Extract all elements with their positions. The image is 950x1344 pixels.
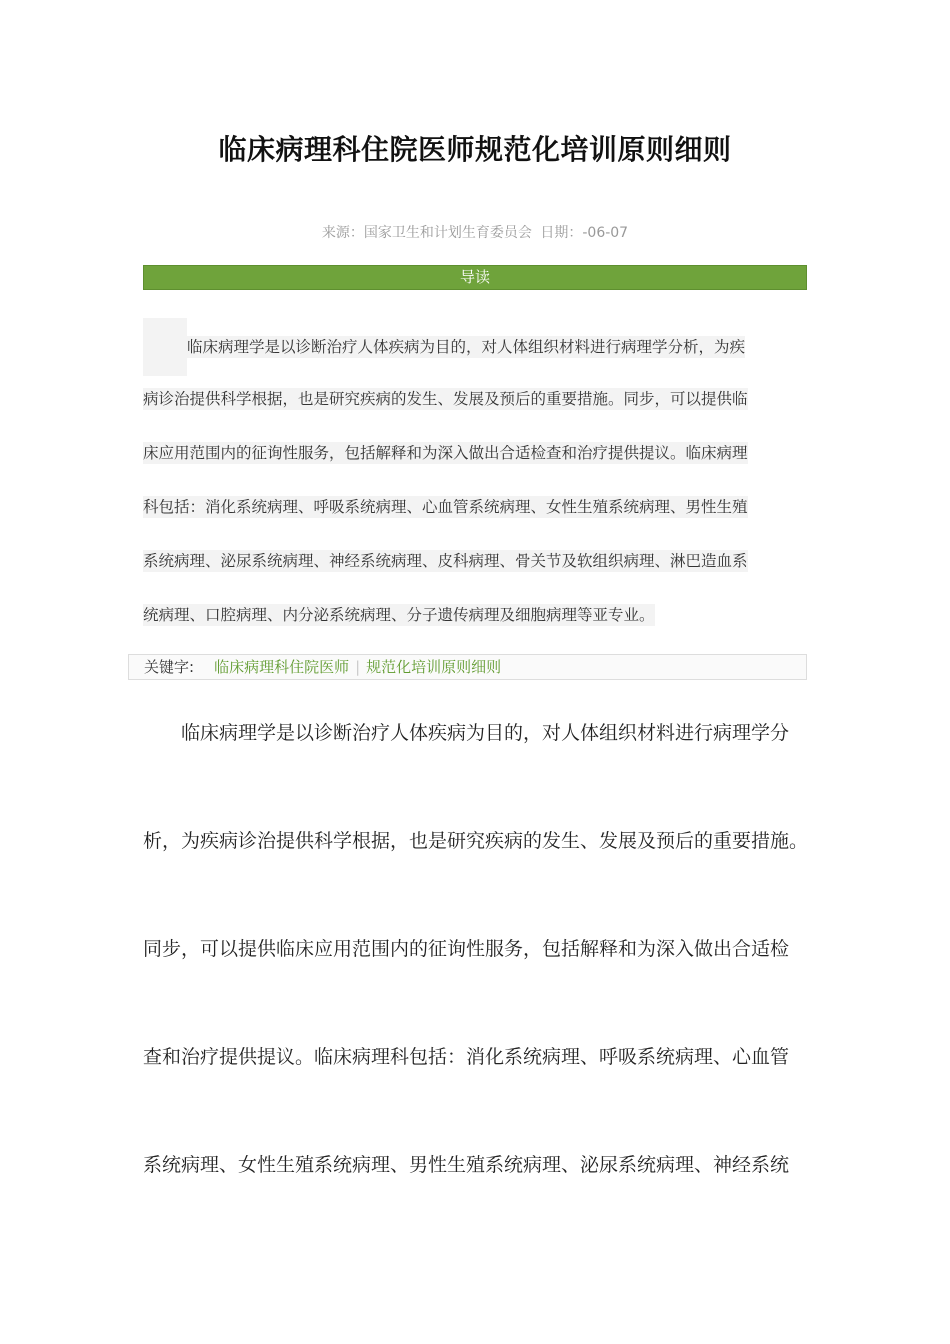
keywords-label: 关键字: (144, 658, 195, 676)
body-line: 系统病理、女性生殖系统病理、男性生殖系统病理、泌尿系统病理、神经系统 (143, 1154, 790, 1176)
keyword-separator: | (355, 658, 361, 676)
abstract-line: 系统病理、泌尿系统病理、神经系统病理、皮科病理、骨关节及软组织病理、淋巴造血系 (143, 552, 748, 570)
body-text-block (143, 706, 823, 1246)
source-text: 来源：国家卫生和计划生育委员会 (321, 225, 532, 241)
keyword-link[interactable]: 规范化培训原则细则 (366, 658, 502, 676)
body-line: 查和治疗提供提议。临床病理科包括：消化系统病理、呼吸系统病理、心血管 (143, 1046, 790, 1068)
date-text: 日期：-06-07 (540, 225, 629, 241)
page-title: 临床病理科住院医师规范化培训原则细则 (218, 133, 732, 166)
body-line: 临床病理学是以诊断治疗人体疾病为目的，对人体组织材料进行病理学分 (181, 722, 790, 744)
abstract-line: 临床病理学是以诊断治疗人体疾病为目的，对人体组织材料进行病理学分析，为疾 (143, 318, 807, 372)
body-line: 同步，可以提供临床应用范围内的征询性服务，包括解释和为深入做出合适检 (143, 938, 790, 960)
indent-spacer (143, 318, 187, 376)
guide-header-bar: 导读 (143, 265, 807, 290)
abstract-line: 科包括：消化系统病理、呼吸系统病理、心血管系统病理、女性生殖系统病理、男性生殖 (143, 498, 748, 516)
keyword-link[interactable]: 临床病理科住院医师 (214, 658, 350, 676)
abstract-line: 病诊治提供科学根据，也是研究疾病的发生、发展及预后的重要措施。同步，可以提供临 (143, 390, 748, 408)
abstract-line: 统病理、口腔病理、内分泌系统病理、分子遗传病理及细胞病理等亚专业。 (143, 606, 655, 624)
abstract-line: 床应用范围内的征询性服务，包括解释和为深入做出合适检查和治疗提供提议。临床病理 (143, 444, 748, 462)
article-meta (0, 222, 950, 242)
abstract-block (143, 318, 807, 642)
keywords-bar (128, 654, 807, 680)
body-line: 析，为疾病诊治提供科学根据，也是研究疾病的发生、发展及预后的重要措施。 (143, 830, 809, 852)
